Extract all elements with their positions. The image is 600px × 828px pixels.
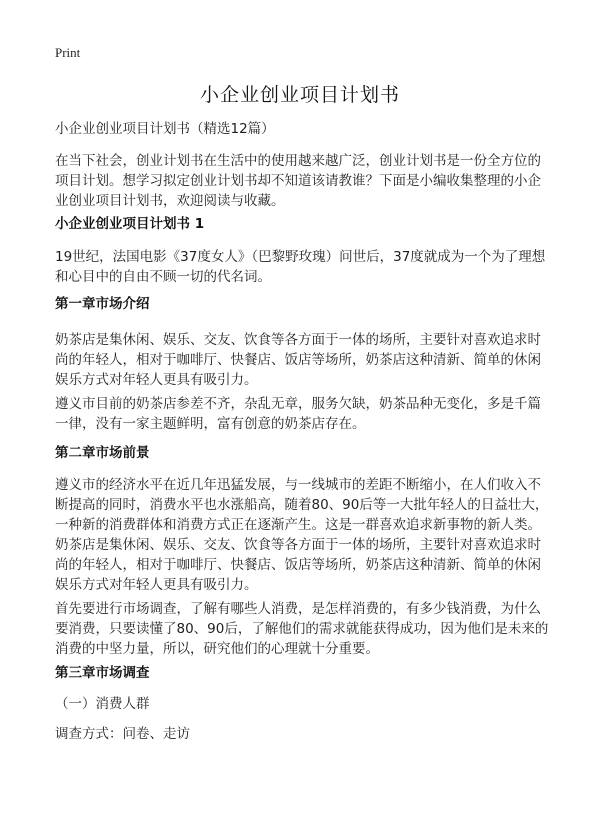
paragraph: 调查方式：问卷、走访 <box>55 726 190 742</box>
print-link[interactable]: Print <box>55 45 81 60</box>
paragraph: 19世纪，法国电影《37度女人》（巴黎野玫瑰）问世后，37度就成为一个为了理想和心目中的自由不顾一切的代名词。 <box>55 249 546 285</box>
chapter-heading: 第二章市场前景 <box>55 445 150 461</box>
paragraph: 首先要进行市场调查，了解有哪些人消费，是怎样消费的，有多少钱消费，为什么要消费，只要读懂了80、90后，了解他们的需求就能获得成功，因为他们是未来的消费的中坚力量，所以，研究他们的心理就十分重要。 <box>55 601 549 657</box>
subsection-label: （一）消费人群 <box>55 696 150 712</box>
paragraph: 遵义市目前的奶茶店参差不齐，杂乱无章，服务欠缺，奶茶品种无变化，多是千篇一律，没有一家主题鲜明，富有创意的奶茶店存在。 <box>55 396 541 432</box>
paragraph: 遵义市的经济水平在近几年迅猛发展，与一线城市的差距不断缩小，在人们收入不断提高的同时，消费水平也水涨船高，随着80、90后等一大批年轻人的日益壮大，一种新的消费群体和消费方式正在逐渐产生。这是一群喜欢追求新事物的新人类。奶茶店是集休闲、娱乐、交友、饮食等各方面于一体的场所，主要针对喜欢追求时尚的年轻人，相对于咖啡厅、快餐店、饭店等场所，奶茶店这种清新、简单的休闲娱乐方式对年轻人更具有吸引力。 <box>55 477 549 593</box>
page-title: 小企业创业项目计划书 <box>199 84 400 106</box>
paragraph: 奶茶店是集休闲、娱乐、交友、饮食等各方面于一体的场所，主要针对喜欢追求时尚的年轻人，相对于咖啡厅、快餐店、饭店等场所，奶茶店这种清新、简单的休闲娱乐方式对年轻人更具有吸引力。 <box>55 332 541 388</box>
chapter-heading: 第一章市场介绍 <box>55 296 150 312</box>
section-heading: 小企业创业项目计划书 1 <box>55 216 205 232</box>
document-subtitle: 小企业创业项目计划书（精选12篇） <box>55 121 275 137</box>
intro-paragraph: 在当下社会，创业计划书在生活中的使用越来越广泛，创业计划书是一份全方位的项目计划。想学习拟定创业计划书却不知道该请教谁？下面是小编收集整理的小企业创业项目计划书，欢迎阅读与收藏。 <box>55 153 541 209</box>
chapter-heading: 第三章市场调查 <box>55 665 150 681</box>
